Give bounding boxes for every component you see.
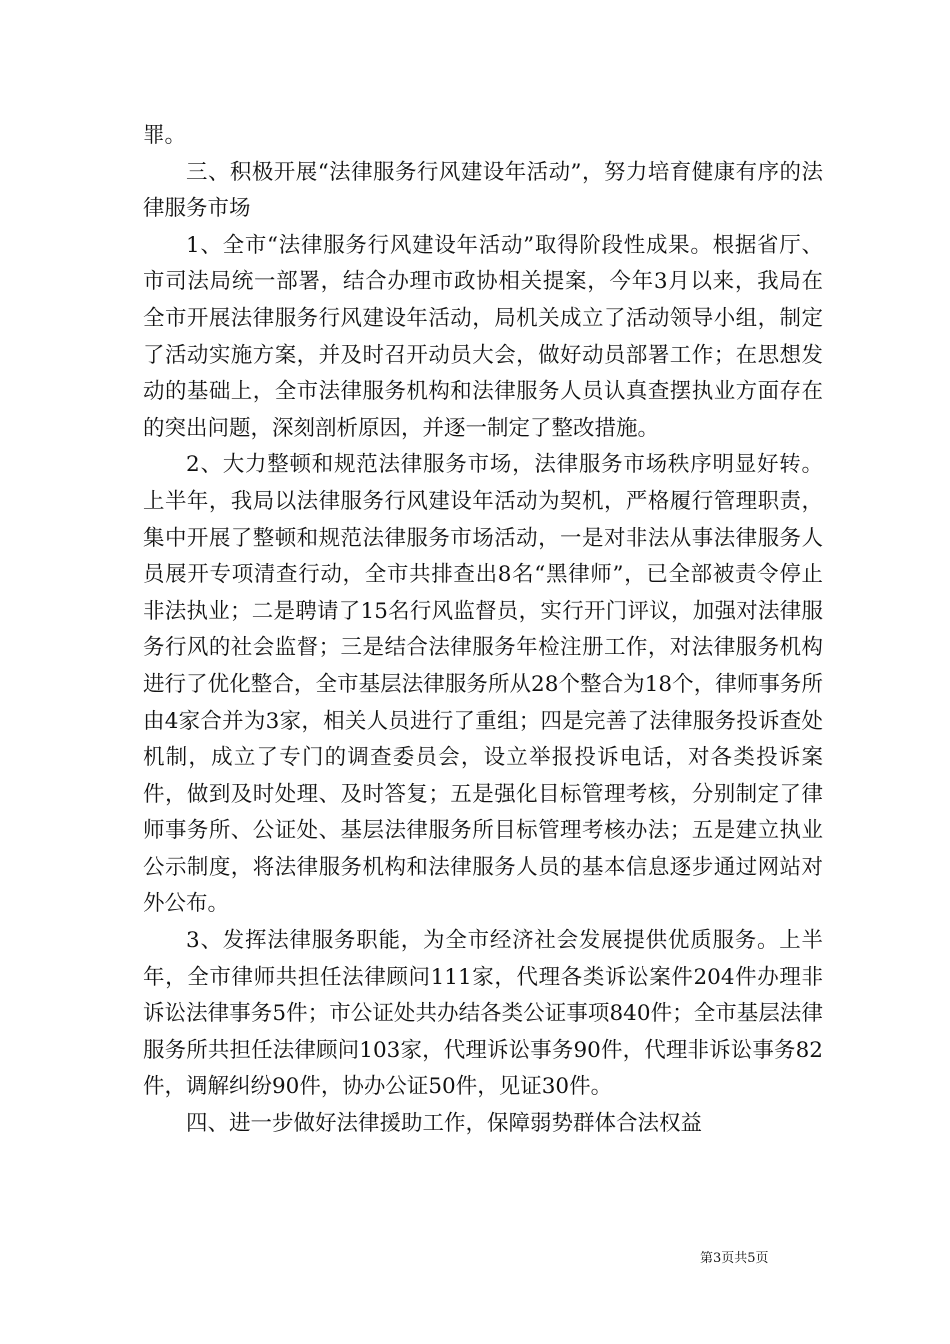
page-number-footer: 第3页共5页 (700, 1251, 769, 1266)
section-heading-four: 四、进一步做好法律援助工作，保障弱势群体合法权益 (186, 1111, 703, 1137)
document-body (143, 118, 823, 1143)
paragraph-continuation: 罪。 (143, 123, 187, 148)
section-heading-three: 三、积极开展“法律服务行风建设年活动”，努力培育健康有序的法律服务市场 (143, 159, 823, 222)
paragraph-item-1: 1、全市“法律服务行风建设年活动”取得阶段性成果。根据省厅、市司法局统一部署，结合办理市政协相关提案，今年3月以来，我局在全市开展法律服务行风建设年活动，局机关成立了活动领导小组，制定了活动实施方案，并及时召开动员大会，做好动员部署工作；在思想发动的基础上，全市法律服务机构和法律服务人员认真查摆执业方面存在的突出问题，深刻剖析原因，并逐一制定了整改措施。 (143, 232, 823, 441)
paragraph-item-2: 2、大力整顿和规范法律服务市场，法律服务市场秩序明显好转。上半年，我局以法律服务行风建设年活动为契机，严格履行管理职责，集中开展了整顿和规范法律服务市场活动，一是对非法从事法律服务人员展开专项清查行动，全市共排查出8名“黑律师”，已全部被责令停止非法执业；二是聘请了15名行风监督员，实行开门评议，加强对法律服务行风的社会监督；三是结合法律服务年检注册工作，对法律服务机构进行了优化整合，全市基层法律服务所从28个整合为18个，律师事务所由4家合并为3家，相关人员进行了重组；四是完善了法律服务投诉查处机制，成立了专门的调查委员会，设立举报投诉电话，对各类投诉案件，做到及时处理、及时答复；五是强化目标管理考核，分别制定了律师事务所、公证处、基层法律服务所目标管理考核办法；五是建立执业公示制度，将法律服务机构和法律服务人员的基本信息逐步通过网站对外公布。 (143, 452, 823, 917)
paragraph-item-3: 3、发挥法律服务职能，为全市经济社会发展提供优质服务。上半年，全市律师共担任法律顾问111家，代理各类诉讼案件204件办理非诉讼法律事务5件；市公证处共办结各类公证事项840件；全市基层法律服务所共担任法律顾问103家，代理诉讼事务90件，代理非诉讼事务82件，调解纠纷90件，协办公证50件，见证30件。 (143, 928, 823, 1100)
